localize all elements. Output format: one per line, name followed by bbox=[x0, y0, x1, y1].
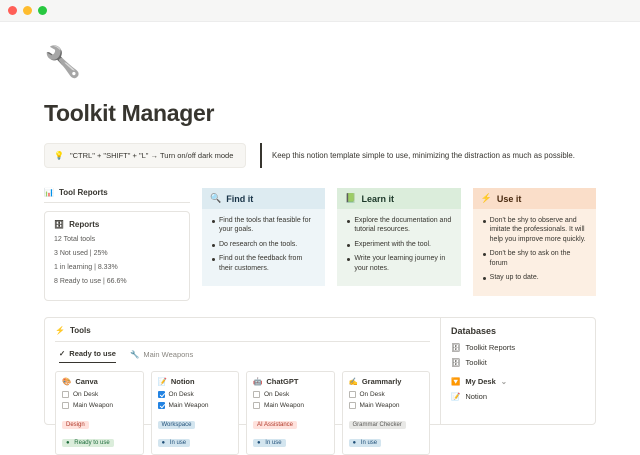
checkbox-icon bbox=[253, 391, 260, 398]
panel-find-it bbox=[202, 188, 325, 301]
magnifier-icon: 🔍 bbox=[210, 193, 222, 203]
panel-learn-it bbox=[337, 188, 460, 301]
panel-use-it bbox=[473, 188, 596, 301]
checkbox-checked-icon bbox=[158, 391, 165, 398]
window-maximize-button[interactable] bbox=[38, 6, 47, 15]
database-item-notion[interactable] bbox=[451, 392, 585, 401]
notion-mainweapon-label: Main Weapon bbox=[168, 402, 209, 409]
tab-ready-to-use[interactable] bbox=[59, 349, 116, 363]
grammarly-ondesk-checkbox[interactable] bbox=[349, 391, 424, 398]
canva-mainweapon-label: Main Weapon bbox=[73, 402, 113, 409]
grammarly-mainweapon-checkbox[interactable] bbox=[349, 402, 424, 409]
checkbox-icon bbox=[62, 402, 69, 409]
checkbox-icon bbox=[349, 402, 356, 409]
tools-tabs bbox=[59, 349, 430, 363]
grammarly-ondesk-label: On Desk bbox=[359, 391, 385, 398]
tab-ready-to-use-label: Ready to use bbox=[69, 349, 116, 358]
callout-row bbox=[44, 143, 596, 168]
book-icon: 📗 bbox=[345, 193, 357, 203]
tool-card-canva[interactable] bbox=[55, 371, 144, 455]
checkbox-checked-icon bbox=[158, 402, 165, 409]
tool-cards bbox=[55, 371, 430, 455]
use-it-item-3: Stay up to date. bbox=[481, 273, 588, 282]
report-line-total: 12 Total tools bbox=[54, 236, 96, 243]
tools-section bbox=[44, 317, 596, 446]
wrench-icon: 🔧 bbox=[44, 46, 82, 79]
chatgpt-title-label: ChatGPT bbox=[266, 377, 299, 386]
tool-reports-column bbox=[44, 188, 190, 301]
canva-title bbox=[62, 377, 137, 386]
bolt-icon: ⚡ bbox=[480, 193, 492, 203]
grammarly-title bbox=[349, 377, 424, 386]
canva-status-badge: ● Ready to use bbox=[62, 439, 114, 447]
grammarly-mainweapon-label: Main Weapon bbox=[359, 402, 400, 409]
tool-reports-heading bbox=[44, 188, 190, 203]
my-desk-toggle[interactable] bbox=[451, 377, 585, 386]
chatgpt-title bbox=[253, 377, 328, 386]
page-content bbox=[0, 46, 640, 446]
report-line-ready: 8 Ready to use | 66.6% bbox=[54, 278, 127, 285]
main-columns bbox=[44, 188, 596, 301]
database-icon: 🗄 bbox=[451, 343, 461, 352]
tool-card-notion[interactable] bbox=[151, 371, 240, 455]
canva-category-tag: Design bbox=[62, 421, 89, 429]
chatgpt-ondesk-label: On Desk bbox=[264, 391, 290, 398]
wrench-icon: 🔧 bbox=[129, 349, 140, 359]
panel-learn-it-title: Learn it bbox=[361, 193, 395, 204]
find-it-item-1: Find the tools that feasible for your goals. bbox=[210, 216, 317, 235]
learn-it-item-2: Experiment with the tool. bbox=[345, 240, 452, 249]
canva-ondesk-label: On Desk bbox=[73, 391, 99, 398]
notion-ondesk-label: On Desk bbox=[168, 391, 194, 398]
window-minimize-button[interactable] bbox=[23, 6, 32, 15]
chatgpt-mainweapon-checkbox[interactable] bbox=[253, 402, 328, 409]
panel-find-it-header bbox=[202, 188, 325, 209]
database-item-toolkit-reports-label: Toolkit Reports bbox=[465, 343, 516, 352]
callout-text: "CTRL" + "SHIFT" + "L" → Turn on/off dark mode bbox=[69, 151, 234, 160]
chatgpt-mainweapon-label: Main Weapon bbox=[264, 402, 304, 409]
checkbox-icon bbox=[253, 402, 260, 409]
chevron-down-icon: ⌄ bbox=[500, 377, 508, 386]
learn-it-item-3: Write your learning journey in your notes. bbox=[345, 254, 452, 273]
notion-category-tag: Workspace bbox=[158, 421, 196, 429]
panel-find-it-title: Find it bbox=[226, 193, 254, 204]
tools-label: Tools bbox=[69, 326, 91, 335]
reports-title-label: Reports bbox=[69, 220, 100, 229]
chart-icon: 📊 bbox=[44, 188, 54, 197]
canva-title-label: Canva bbox=[75, 377, 98, 386]
page-note: Keep this notion template simple to use, minimizing the distraction as much as possible. bbox=[260, 143, 575, 168]
note-icon: 📝 bbox=[451, 392, 461, 401]
database-icon: 🗄 bbox=[54, 220, 65, 229]
robot-icon: 🤖 bbox=[253, 377, 263, 386]
database-item-notion-label: Notion bbox=[465, 392, 488, 401]
tool-card-grammarly[interactable] bbox=[342, 371, 431, 455]
reports-box-title bbox=[54, 220, 180, 229]
reports-box[interactable] bbox=[44, 211, 190, 301]
palette-icon: 🎨 bbox=[62, 377, 72, 386]
collapse-icon: 🔽 bbox=[451, 377, 461, 386]
notion-mainweapon-checkbox[interactable] bbox=[158, 402, 233, 409]
check-icon: ✓ bbox=[59, 349, 66, 358]
use-it-item-1: Don't be shy to observe and imitate the professionals. It will help you improve more quickly. bbox=[481, 216, 588, 244]
canva-ondesk-checkbox[interactable] bbox=[62, 391, 137, 398]
tool-reports-label: Tool Reports bbox=[58, 188, 108, 197]
checkbox-icon bbox=[349, 391, 356, 398]
notion-ondesk-checkbox[interactable] bbox=[158, 391, 233, 398]
grammarly-category-tag: Grammar Checker bbox=[349, 421, 406, 429]
canva-mainweapon-checkbox[interactable] bbox=[62, 402, 137, 409]
pen-icon: ✍ bbox=[348, 377, 358, 386]
database-item-toolkit-label: Toolkit bbox=[465, 358, 487, 367]
notion-status-badge: ● In use bbox=[158, 439, 191, 447]
learn-it-item-1: Explore the documentation and tutorial resources. bbox=[345, 216, 452, 235]
page-title: Toolkit Manager bbox=[44, 100, 215, 126]
note-icon: 📝 bbox=[157, 377, 167, 386]
grammarly-status-badge: ● In use bbox=[349, 439, 382, 447]
database-item-toolkit[interactable] bbox=[451, 358, 585, 367]
my-desk-label: My Desk bbox=[465, 377, 496, 386]
notion-title bbox=[158, 377, 233, 386]
panel-use-it-header bbox=[473, 188, 596, 209]
panel-use-it-title: Use it bbox=[496, 193, 522, 204]
tab-main-weapons-label: Main Weapons bbox=[143, 349, 194, 359]
panel-learn-it-header bbox=[337, 188, 460, 209]
window-close-button[interactable] bbox=[8, 6, 17, 15]
databases-panel bbox=[441, 318, 595, 424]
bolt-icon: ⚡ bbox=[55, 326, 65, 335]
databases-title: Databases bbox=[451, 326, 497, 336]
report-line-notused: 3 Not used | 25% bbox=[54, 250, 108, 257]
chatgpt-ondesk-checkbox[interactable] bbox=[253, 391, 328, 398]
window-titlebar bbox=[0, 0, 640, 22]
tools-main bbox=[45, 318, 441, 446]
notion-title-label: Notion bbox=[170, 377, 195, 386]
tab-main-weapons[interactable] bbox=[130, 349, 193, 363]
chatgpt-status-badge: ● In use bbox=[253, 439, 286, 447]
chatgpt-category-tag: AI Assistance bbox=[253, 421, 297, 429]
find-it-item-2: Do research on the tools. bbox=[210, 240, 317, 249]
tool-card-chatgpt[interactable] bbox=[246, 371, 335, 455]
database-item-toolkit-reports[interactable] bbox=[451, 343, 585, 352]
use-it-item-2: Don't be shy to ask on the forum bbox=[481, 249, 588, 268]
dark-mode-callout bbox=[44, 143, 246, 168]
lightbulb-icon: 💡 bbox=[54, 151, 64, 160]
find-it-item-3: Find out the feedback from their customers. bbox=[210, 254, 317, 273]
tools-heading bbox=[55, 326, 430, 342]
checkbox-icon bbox=[62, 391, 69, 398]
report-line-learning: 1 in learning | 8.33% bbox=[54, 264, 118, 271]
grammarly-title-label: Grammarly bbox=[361, 377, 402, 386]
database-icon: 🗄 bbox=[451, 358, 461, 367]
